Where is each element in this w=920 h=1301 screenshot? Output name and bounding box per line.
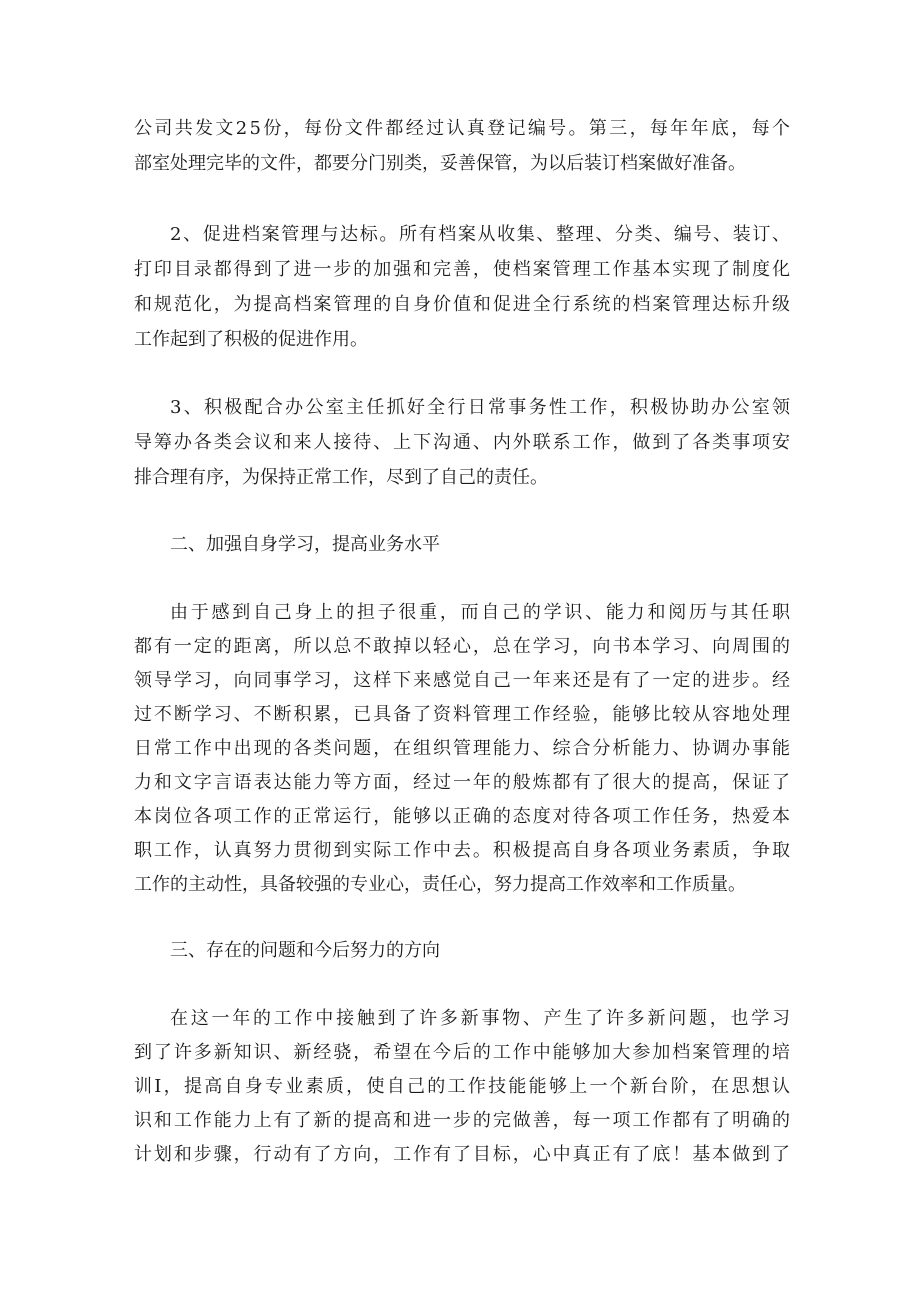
- para5-line-2: 到了许多新知识、新经骁，希望在今后的工作中能够加大参加档案管理的培: [134, 1042, 792, 1063]
- para2-line-3: 和规范化，为提高档案管理的自身价值和促进全行系统的档案管理达标升级: [134, 294, 792, 315]
- para2-line-2: 打印目录都得到了进一步的加强和完善，使档案管理工作基本实现了制度化: [134, 259, 792, 280]
- para1-line-2: 部室处理完毕的文件，都要分门别类，妥善保管，为以后装订档案做好准备。: [134, 153, 746, 174]
- para4-line-6: 力和文字言语表达能力等方面，经过一年的般炼都有了很大的提高，保证了: [134, 772, 792, 793]
- para4-line-4: 过不断学习、不断积累，已具备了资料管理工作经验，能够比较从容地处理: [134, 704, 792, 725]
- para2-line-1: 2、促进档案管理与达标。所有档案从收集、整理、分类、编号、装订、: [170, 224, 792, 245]
- section-heading-3: 三、存在的问题和今后努力的方向: [170, 940, 440, 961]
- para2-line-4: 工作起到了积极的促进作用。: [134, 329, 368, 350]
- para4-line-1: 由于感到自己身上的担子很重，而自己的学识、能力和阅历与其任职: [170, 602, 793, 623]
- para4-line-8: 职工作，认真努力贯彻到实际工作中去。积极提高自身各项业务素质，争取: [134, 840, 792, 861]
- para5-line-1: 在这一年的工作中接触到了许多新事物、产生了许多新问题，也学习: [170, 1008, 793, 1029]
- para4-line-2: 都有一定的距离，所以总不敢掉以轻心，总在学习，向书本学习、向周围的: [134, 636, 792, 657]
- section-heading-2: 二、加强自身学习，提高业务水平: [170, 534, 440, 555]
- para4-line-7: 本岗位各项工作的正常运行，能够以正确的态度对待各项工作任务，热爱本: [134, 806, 792, 827]
- para3-line-1: 3、积极配合办公室主任抓好全行日常事务性工作，积极协助办公室领: [170, 397, 793, 418]
- para4-line-9: 工作的主动性，具备较强的专业心，责任心，努力提高工作效率和工作质量。: [134, 874, 746, 895]
- para3-line-2: 导筹办各类会议和来人接待、上下沟通、内外联系工作，做到了各类事项安: [134, 432, 792, 453]
- para1-line-1: 公司共发文25份，每份文件都经过认真登记编号。第三，每年年底，每个: [134, 118, 793, 139]
- para5-line-5: 计划和步骤，行动有了方向，工作有了目标，心中真正有了底！基本做到了: [134, 1144, 792, 1165]
- para4-line-3: 领导学习，向同事学习，这样下来感觉自己一年来还是有了一定的进步。经: [134, 670, 792, 691]
- para3-line-3: 排合理有序，为保持正常工作，尽到了自己的责任。: [134, 467, 548, 488]
- para5-line-4: 识和工作能力上有了新的提高和进一步的完做善，每一项工作都有了明确的: [134, 1110, 792, 1131]
- para4-line-5: 日常工作中出现的各类问题，在组织管理能力、综合分析能力、协调办事能: [134, 738, 792, 759]
- para5-line-3: 训I，提高自身专业素质，使自己的工作技能能够上一个新台阶，在思想认: [134, 1076, 793, 1097]
